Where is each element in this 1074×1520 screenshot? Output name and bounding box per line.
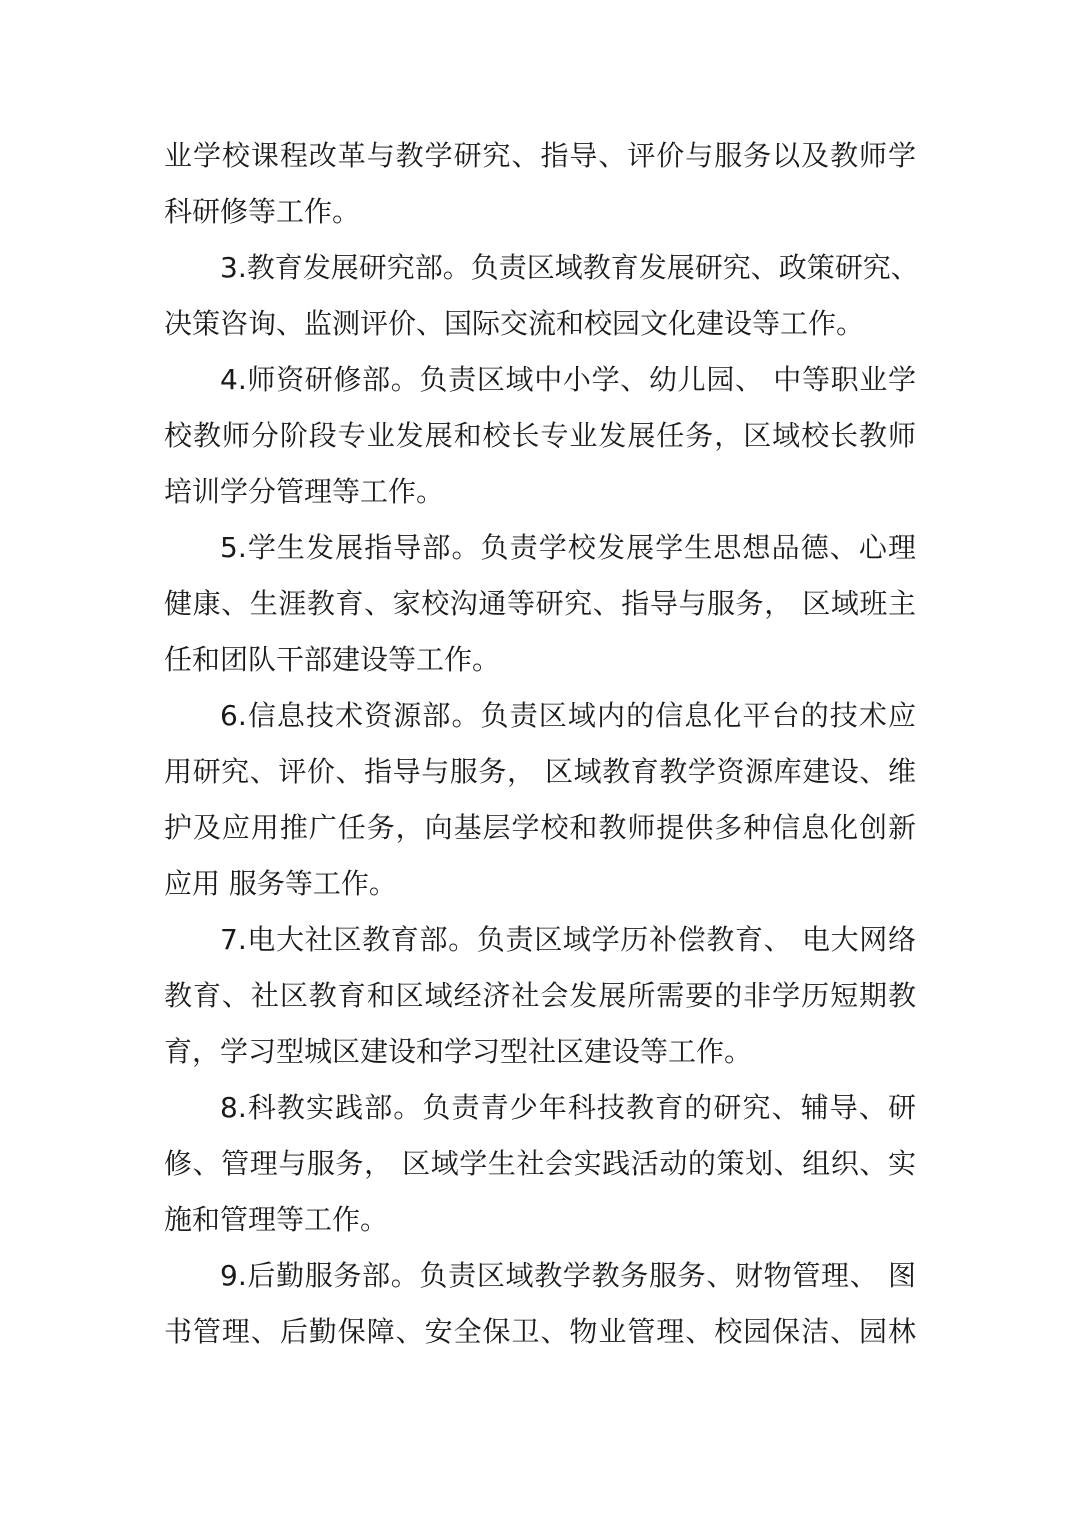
text-line: 培训学分管理等工作。 — [164, 475, 445, 508]
paragraph-item-8 — [164, 1080, 916, 1248]
paragraph-item-3 — [164, 240, 919, 352]
body-text — [164, 128, 919, 1360]
text-line: 校教师分阶段专业发展和校长专业发展任务，区域校长教师 — [164, 419, 916, 452]
text-line: 书管理、后勤保障、安全保卫、物业管理、校园保洁、园林 — [164, 1315, 916, 1348]
text-line: 任和团队干部建设等工作。 — [164, 643, 501, 676]
text-line: 科研修等工作。 — [164, 195, 361, 228]
text-line: 7.电大社区教育部。负责区域学历补偿教育、 电大网络 — [220, 923, 916, 956]
paragraph-item-5 — [164, 520, 916, 688]
paragraph-item-4 — [164, 352, 916, 520]
text-line: 6.信息技术资源部。负责区域内的信息化平台的技术应 — [220, 699, 916, 732]
text-line: 9.后勤服务部。负责区域教学教务服务、财物管理、 图 — [220, 1259, 916, 1292]
paragraph-continued — [164, 128, 916, 240]
text-line: 修、管理与服务， 区域学生社会实践活动的策划、组织、实 — [164, 1147, 916, 1180]
text-line: 护及应用推广任务，向基层学校和教师提供多种信息化创新 — [164, 811, 916, 844]
text-line: 3.教育发展研究部。负责区域教育发展研究、政策研究、 — [220, 251, 919, 284]
text-line: 决策咨询、监测评价、国际交流和校园文化建设等工作。 — [164, 307, 865, 340]
paragraph-item-6 — [164, 688, 916, 912]
text-line: 育，学习型城区建设和学习型社区建设等工作。 — [164, 1035, 753, 1068]
paragraph-item-9 — [164, 1248, 916, 1360]
text-line: 教育、社区教育和区域经济社会发展所需要的非学历短期教 — [164, 979, 916, 1012]
text-line: 应用 服务等工作。 — [164, 867, 397, 900]
text-line: 健康、生涯教育、家校沟通等研究、指导与服务， 区域班主 — [164, 587, 916, 620]
text-line: 5.学生发展指导部。负责学校发展学生思想品德、心理 — [220, 531, 916, 564]
text-line: 4.师资研修部。负责区域中小学、幼儿园、 中等职业学 — [220, 363, 916, 396]
text-line: 施和管理等工作。 — [164, 1203, 389, 1236]
text-line: 8.科教实践部。负责青少年科技教育的研究、辅导、研 — [220, 1091, 916, 1124]
paragraph-item-7 — [164, 912, 916, 1080]
text-line: 业学校课程改革与教学研究、指导、评价与服务以及教师学 — [164, 139, 916, 172]
text-line: 用研究、评价、指导与服务， 区域教育教学资源库建设、维 — [164, 755, 916, 788]
